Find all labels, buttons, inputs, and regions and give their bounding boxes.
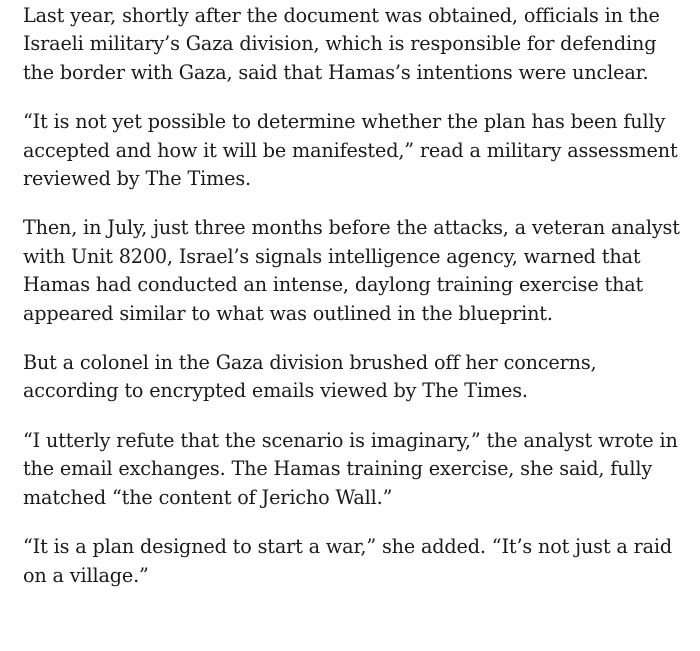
article-paragraph-4: But a colonel in the Gaza division brushed off her concerns, according to encrypted emails viewed by The Times. (23, 351, 597, 403)
article-body (23, 2, 693, 590)
article-paragraph-1: Last year, shortly after the document was obtained, officials in the Israeli military’s Gaza division, which is responsible for defending the border with Gaza, said that Hamas’s intentions were unclear. (23, 4, 660, 84)
article-paragraph-6: “It is a plan designed to start a war,” she added. “It’s not just a raid on a village.” (23, 535, 673, 587)
article-paragraph-2: “It is not yet possible to determine whether the plan has been fully accepted and how it will be manifested,” read a military assessment reviewed by The Times. (23, 110, 678, 191)
article-paragraph-3: Then, in July, just three months before the attacks, a veteran analyst with Unit 8200, Israel’s signals intelligence agency, warned that Hamas had conducted an intense, daylong training exercise that appeared similar to what was outlined in the blueprint. (23, 216, 680, 325)
article-paragraph-5: “I utterly refute that the scenario is imaginary,” the analyst wrote in the email exchanges. The Hamas training exercise, she said, fully matched “the content of Jericho Wall.” (23, 428, 678, 509)
